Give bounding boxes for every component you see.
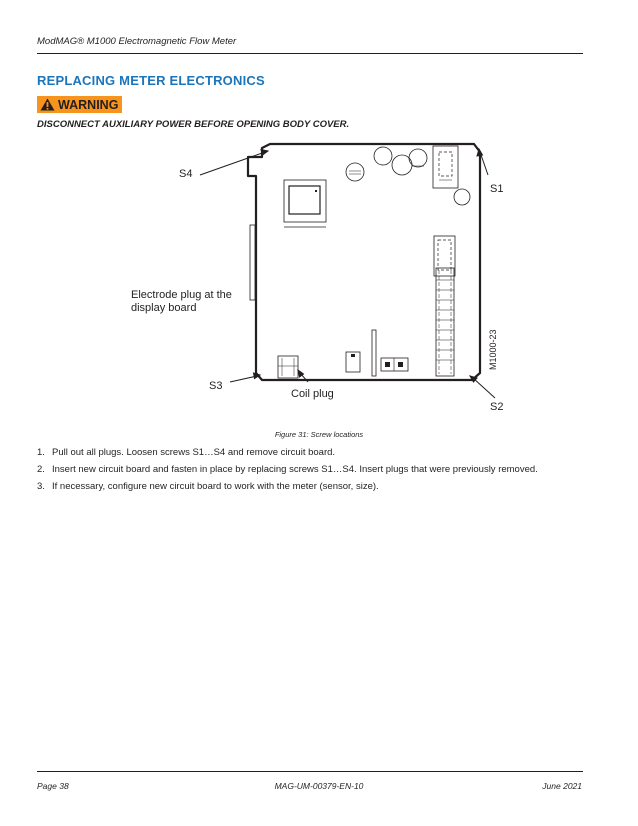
section-heading: REPLACING METER ELECTRONICS: [37, 73, 265, 88]
leader-s1: [477, 149, 488, 175]
list-item: [37, 461, 597, 478]
header-rule: [37, 53, 583, 54]
screw-locations-figure: [131, 130, 520, 420]
warning-label: WARNING: [58, 97, 119, 112]
step-text: If necessary, configure new circuit board to work with the meter (sensor, size).: [52, 481, 379, 492]
figure-code: M1000-23: [488, 329, 498, 370]
footer-date: June 2021: [542, 781, 582, 791]
page-header-title: ModMAG® M1000 Electromagnetic Flow Meter: [37, 36, 237, 47]
leader-s4: [200, 150, 268, 176]
capacitor: [374, 147, 392, 165]
board-outline: [248, 144, 480, 380]
step-number: 2.: [37, 464, 45, 475]
circuit-board-diagram: [150, 130, 520, 420]
capacitor: [454, 189, 470, 205]
label-electrode-line2: display board: [131, 302, 197, 314]
label-s4: S4: [179, 168, 193, 180]
footer-page-number: Page 38: [37, 781, 69, 791]
warning-badge: [37, 96, 122, 113]
leader-s2: [470, 376, 495, 398]
step-text: Insert new circuit board and fasten in place by replacing screws S1…S4. Insert plugs that were previously removed.: [52, 464, 538, 475]
label-s2: S2: [490, 401, 504, 413]
step-number: 3.: [37, 481, 45, 492]
warning-text: DISCONNECT AUXILIARY POWER BEFORE OPENING BODY COVER.: [37, 119, 350, 130]
electrode-connector: [250, 225, 255, 300]
coil-connector: [278, 356, 298, 378]
step-text: Pull out all plugs. Loosen screws S1…S4 and remove circuit board.: [52, 447, 336, 458]
label-electrode-line1: Electrode plug at the: [131, 289, 232, 301]
step-list: [37, 444, 597, 495]
footer-rule: [37, 771, 583, 772]
component: [372, 330, 376, 376]
label-s1: S1: [490, 183, 504, 195]
connector-right: [434, 236, 455, 276]
step-number: 1.: [37, 447, 45, 458]
capacitor: [409, 149, 427, 167]
label-coil-plug: Coil plug: [291, 388, 334, 400]
warning-triangle-icon: [40, 98, 55, 111]
list-item: [37, 444, 597, 461]
figure-caption: Figure 31: Screw locations: [274, 430, 364, 439]
list-item: [37, 478, 597, 495]
footer-document-id: MAG-UM-00379-EN-10: [274, 781, 364, 791]
leader-s3: [230, 373, 260, 382]
capacitor: [346, 163, 364, 181]
label-s3: S3: [209, 380, 223, 392]
